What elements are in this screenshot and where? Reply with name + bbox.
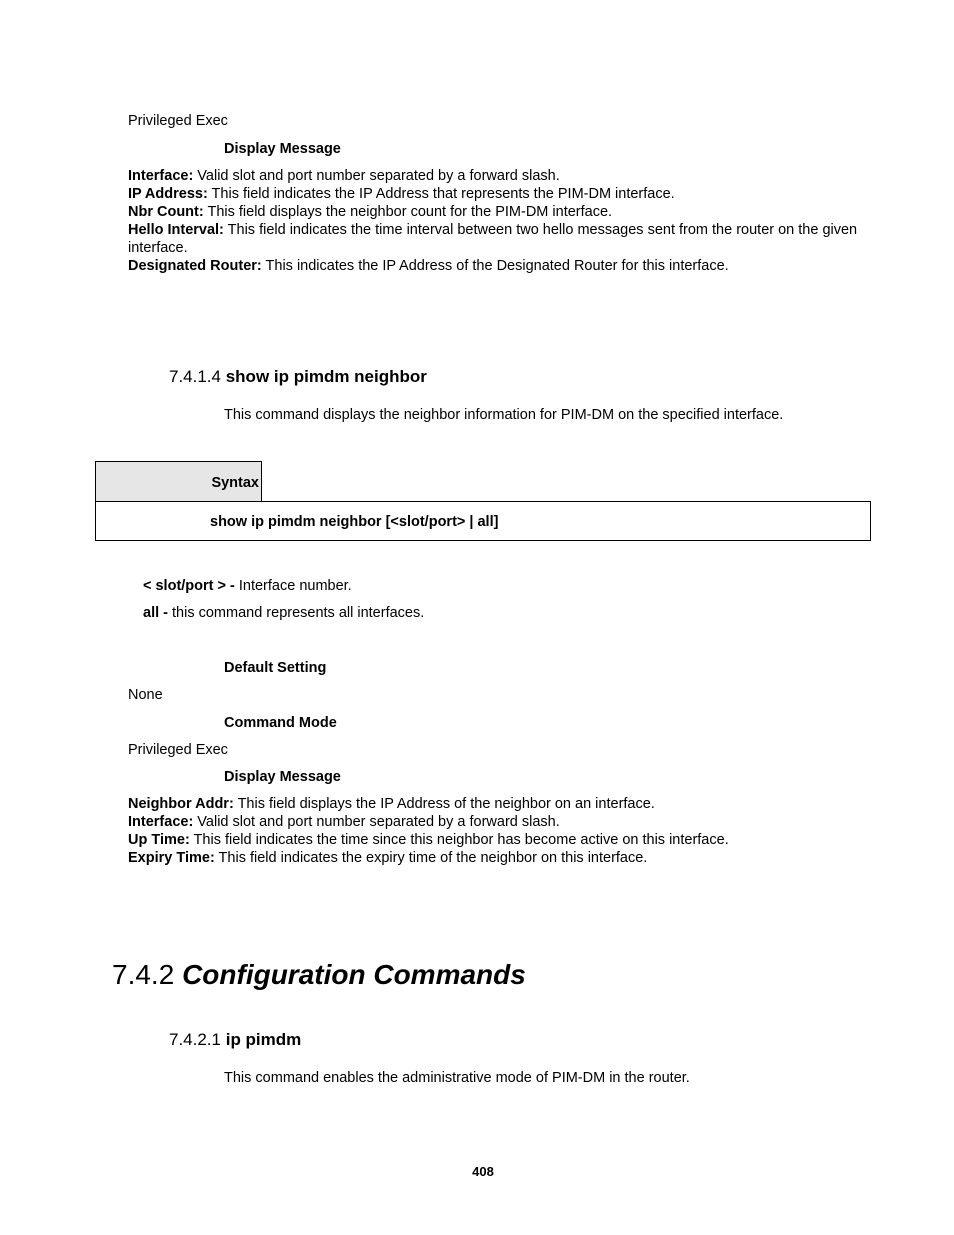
- section-heading-7414: [169, 367, 427, 387]
- section-heading-7421: [169, 1030, 301, 1050]
- syntax-label: Syntax: [211, 475, 259, 491]
- default-setting-heading: Default Setting: [224, 660, 327, 676]
- syntax-label-cell: [95, 461, 262, 501]
- syntax-command-cell: [95, 501, 871, 541]
- display-message-heading: Display Message: [224, 141, 341, 157]
- page-number: 408: [472, 1164, 494, 1179]
- field-hello-interval: Hello Interval: This field indicates the time interval between two hello messages sent from the router on the given interface.: [128, 222, 858, 256]
- section-title: ip pimdm: [225, 1030, 302, 1049]
- field-ip-address: IP Address: This field indicates the IP Address that represents the PIM-DM interface.: [128, 186, 675, 202]
- field-interface: Interface: Valid slot and port number separated by a forward slash.: [128, 814, 560, 830]
- field-nbr-count: Nbr Count: This field displays the neighbor count for the PIM-DM interface.: [128, 204, 613, 220]
- param-all: all - this command represents all interfaces.: [143, 605, 425, 621]
- display-message-fields: [128, 795, 858, 867]
- section-title: show ip pimdm neighbor: [225, 367, 427, 386]
- section-heading-742: [112, 959, 526, 991]
- section-number: 7.4.2.1: [169, 1030, 226, 1049]
- field-neighbor-addr: Neighbor Addr: This field displays the IP Address of the neighbor on an interface.: [128, 796, 655, 812]
- section-description: This command displays the neighbor information for PIM-DM on the specified interface.: [224, 407, 784, 423]
- display-message-heading: Display Message: [224, 769, 341, 785]
- section-number: 7.4.1.4: [169, 367, 226, 386]
- section-number: 7.4.2: [112, 959, 183, 990]
- section-description: This command enables the administrative mode of PIM-DM in the router.: [224, 1070, 690, 1086]
- display-message-fields: [128, 167, 858, 275]
- default-setting-value: None: [128, 687, 163, 703]
- command-mode-heading: Command Mode: [224, 715, 337, 731]
- command-mode-value: Privileged Exec: [128, 742, 228, 758]
- field-interface: Interface: Valid slot and port number separated by a forward slash.: [128, 168, 560, 184]
- field-expiry-time: Expiry Time: This field indicates the expiry time of the neighbor on this interface.: [128, 850, 648, 866]
- section-title: Configuration Commands: [182, 959, 526, 990]
- syntax-command: show ip pimdm neighbor [<slot/port> | all]: [210, 514, 499, 530]
- command-mode-value: Privileged Exec: [128, 113, 228, 129]
- field-up-time: Up Time: This field indicates the time since this neighbor has become active on this interface.: [128, 832, 729, 848]
- param-slot-port: < slot/port > - Interface number.: [143, 578, 352, 594]
- field-designated-router: Designated Router: This indicates the IP Address of the Designated Router for this interface.: [128, 258, 729, 274]
